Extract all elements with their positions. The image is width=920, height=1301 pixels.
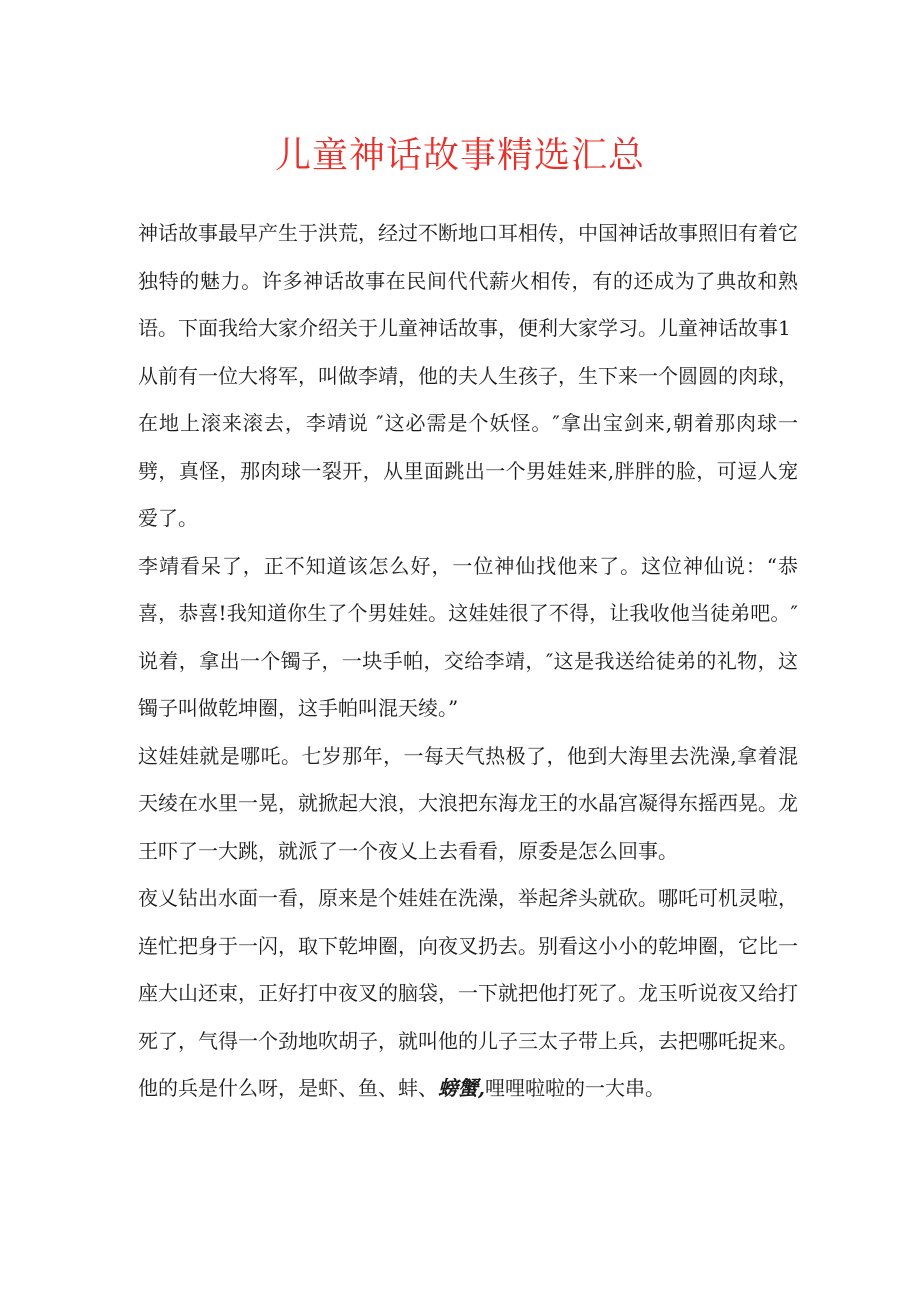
emphasized-word: 螃蟹,	[438, 1076, 485, 1100]
paragraph-yaksha-fight	[138, 875, 798, 1113]
paragraph-intro: 神话故事最早产生于洪荒，经过不断地口耳相传，中国神话故事照旧有着它独特的魅力。许多神话故事在民间代代薪火相传，有的还成为了典故和熟语。下面我给大家介绍关于儿童神话故事，便利大家学习。儿童神话故事1	[138, 221, 798, 340]
paragraph-yaksha-fight-text: 夜乂钻出水面一看，原来是个娃娃在洗澡，举起斧头就砍。哪吒可机灵啦，连忙把身于一闪，取下乾坤圈，向夜叉扔去。别看这小小的乾坤圈，它比一座大山还束，正好打中夜叉的脑袋，一下就把他打死了。龙玉听说夜又给打死了，气得一个劲地吹胡子，就叫他的儿子三太子带上兵，去把哪吒捉来。他的兵是什么呀，是虾、鱼、蚌、	[138, 886, 798, 1100]
paragraph-yaksha-fight-tail: 哩哩啦啦的一大串。	[484, 1076, 665, 1100]
paragraph-li-jing-birth: 从前有一位大将军，叫做李靖，他的夫人生孩子，生下来一个圆圆的肉球，在地上滚来滚去，李靖说 ″这必需是个妖怪。″拿出宝剑来,朝着那肉球一劈，真怪，那肉球一裂开，从里面跳出一个男娃娃来,胖胖的脸，可逗人宠爱了。	[138, 363, 798, 530]
paragraph-nezha-bath: 这娃娃就是哪吒。七岁那年，一每天气热极了，他到大海里去洗澡,拿着混天绫在水里一晃，就掀起大浪，大浪把东海龙王的水晶宫凝得东摇西晃。龙王吓了一大跳，就派了一个夜乂上去看看，原委是怎么回事。	[138, 743, 798, 863]
document-title: 儿童神话故事精选汇总	[274, 135, 645, 176]
paragraph-immortal-visit: 李靖看呆了，正不知道该怎么好，一位神仙找他来了。这位神仙说：“恭喜，恭喜!我知道你生了个男娃娃。这娃娃很了不得，让我收他当徒弟吧。″说着，拿出一个镯子，一块手帕，交给李靖，″这是我送给徒弟的礼物，这镯子叫做乾坤圈，这手帕叫混天绫。”	[138, 553, 798, 720]
document-body	[138, 210, 798, 1113]
